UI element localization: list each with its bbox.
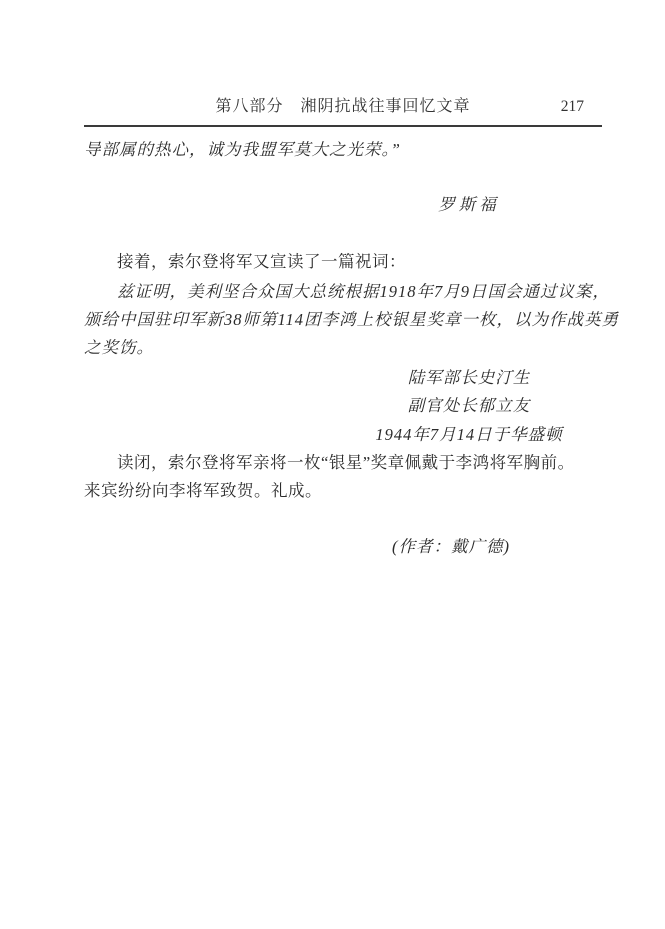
quote-continuation-line: 导部属的热心，诚为我盟军莫大之光荣。” [84, 140, 401, 159]
citation-line-3: 之奖饬。 [84, 338, 154, 357]
header-rule [84, 125, 602, 127]
page-number: 217 [560, 98, 584, 115]
closing-line-2: 来宾纷纷向李将军致贺。礼成。 [84, 481, 322, 500]
author-credit: (作者：戴广德) [392, 537, 510, 556]
roosevelt-signature: 罗斯福 [438, 195, 500, 214]
signature-line-secretary: 陆军部长史汀生 [407, 368, 531, 387]
signature-line-adjutant: 副官处长郁立友 [407, 396, 531, 415]
intro-line: 接着，索尔登将军又宣读了一篇祝词： [117, 252, 406, 271]
citation-line-1: 兹证明，美利坚合众国大总统根据1918年7月9日国会通过议案， [117, 282, 610, 301]
running-head-title: 第八部分 湘阴抗战往事回忆文章 [215, 98, 471, 115]
closing-line-1: 读闭，索尔登将军亲将一枚“银星”奖章佩戴于李鸿将军胸前。 [117, 453, 575, 472]
citation-line-2: 颁给中国驻印军新38师第114团李鸿上校银星奖章一枚，以为作战英勇 [84, 310, 620, 329]
signature-line-date: 1944年7月14日于华盛顿 [375, 425, 563, 444]
